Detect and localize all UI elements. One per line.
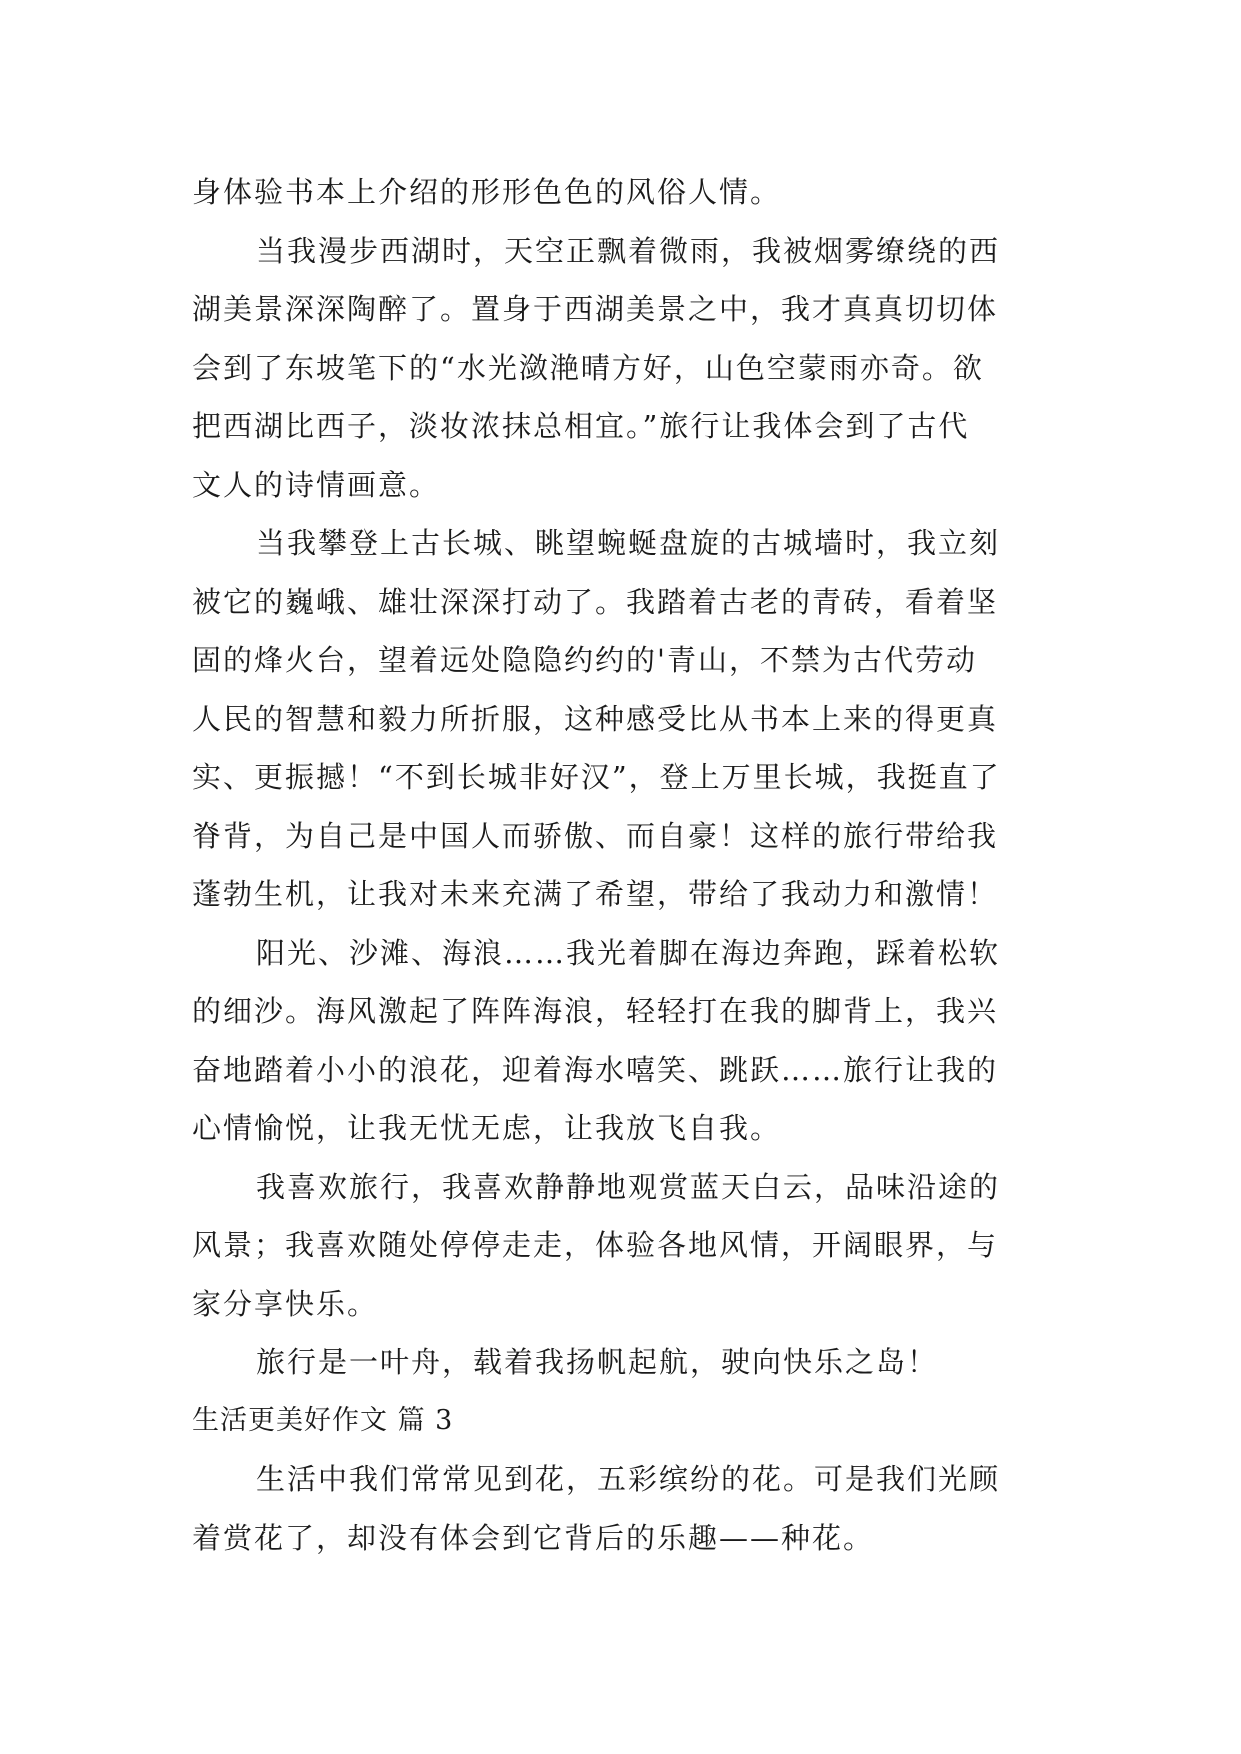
section-heading: 生活更美好作文 篇 3 — [192, 1404, 454, 1436]
text-line: 旅行是一叶舟，载着我扬帆起航，驶向快乐之岛！ — [256, 1345, 939, 1379]
document-body — [192, 163, 1052, 1567]
text-line: 文人的诗情画意。 — [192, 467, 441, 502]
text-line: 湖美景深深陶醉了。置身于西湖美景之中，我才真真切切体 — [192, 292, 999, 326]
text-line: 蓬勃生机，让我对未来充满了希望，带给了我动力和激情！ — [192, 877, 999, 911]
text-line: 奋地踏着小小的浪花，迎着海水嘻笑、跳跃……旅行让我的 — [192, 1052, 999, 1087]
text-line: 人民的智慧和毅力所折服，这种感受比从书本上来的得更真 — [192, 701, 999, 736]
text-line: 把西湖比西子，淡妆浓抹总相宜。”旅行让我体会到了古代 — [192, 409, 970, 443]
text-line: 当我漫步西湖时，天空正飘着微雨，我被烟雾缭绕的西 — [256, 233, 1001, 268]
text-line: 心情愉悦，让我无忧无虑，让我放飞自我。 — [192, 1111, 782, 1145]
text-line: 我喜欢旅行，我喜欢静静地观赏蓝天白云，品味沿途的 — [256, 1169, 1001, 1204]
text-line: 家分享快乐。 — [192, 1286, 379, 1321]
text-line: 固的烽火台，望着远处隐隐约约的'青山，不禁为古代劳动 — [192, 643, 977, 677]
text-line: 当我攀登上古长城、眺望蜿蜒盘旋的古城墙时，我立刻 — [256, 526, 1001, 560]
text-line: 实、更振撼！“不到长城非好汉”，登上万里长城，我挺直了 — [192, 760, 1001, 794]
text-line: 脊背，为自己是中国人而骄傲、而自豪！这样的旅行带给我 — [192, 818, 999, 853]
text-line: 着赏花了，却没有体会到它背后的乐趣——种花。 — [192, 1520, 875, 1555]
text-line: 阳光、沙滩、海浪……我光着脚在海边奔跑，踩着松软 — [256, 935, 1001, 970]
text-line: 生活中我们常常见到花，五彩缤纷的花。可是我们光顾 — [256, 1462, 1001, 1496]
text-line: 风景；我喜欢随处停停走走，体验各地风情，开阔眼界，与 — [192, 1228, 999, 1262]
text-line: 的细沙。海风激起了阵阵海浪，轻轻打在我的脚背上，我兴 — [192, 994, 999, 1028]
text-line: 会到了东坡笔下的“水光潋滟晴方好，山色空蒙雨亦奇。欲 — [192, 350, 984, 385]
text-line: 身体验书本上介绍的形形色色的风俗人情。 — [192, 175, 782, 209]
text-line: 被它的巍峨、雄壮深深打动了。我踏着古老的青砖，看着坚 — [192, 584, 999, 619]
